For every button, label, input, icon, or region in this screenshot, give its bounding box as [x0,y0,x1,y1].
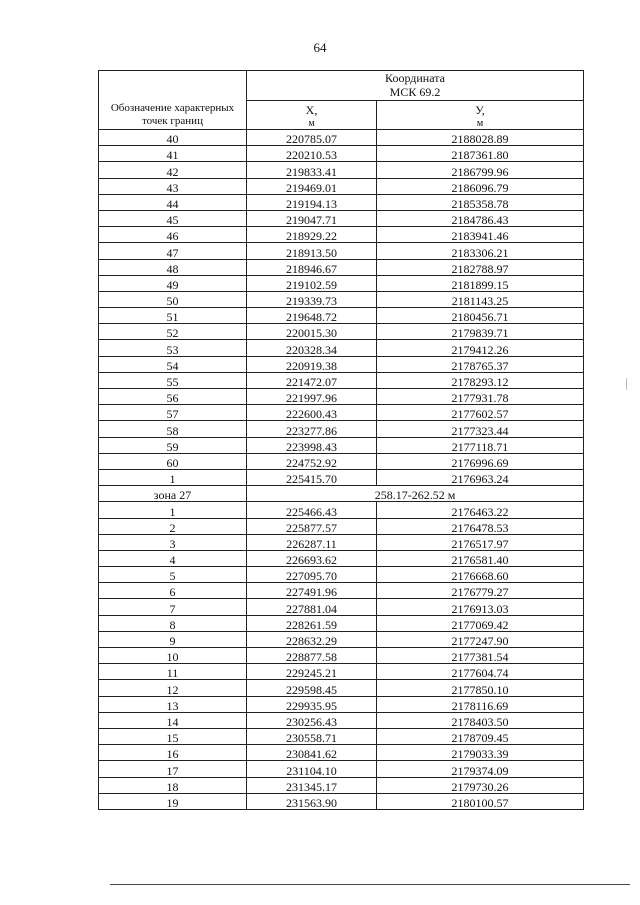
table-row [99,664,584,680]
table-row [99,372,584,388]
coordinate-label: Координата [385,70,445,85]
y-coordinate-cell: 2186799.96 [377,162,584,178]
point-number-cell: 58 [99,421,247,437]
x-coordinate-cell: 225877.57 [247,518,377,534]
x-coordinate-cell: 227491.96 [247,583,377,599]
point-number-cell: 13 [99,696,247,712]
table-row [99,130,584,146]
point-number-cell: 16 [99,745,247,761]
y-coordinate-cell: 2176478.53 [377,518,584,534]
x-coordinate-cell: 219469.01 [247,178,377,194]
x-coordinate-cell: 226693.62 [247,550,377,566]
table-body-part-1 [99,130,584,486]
x-coordinate-cell: 223277.86 [247,421,377,437]
x-coordinate-cell: 228261.59 [247,615,377,631]
zone-row [99,486,584,502]
y-coordinate-cell: 2179730.26 [377,777,584,793]
bottom-rule [110,884,630,885]
y-coordinate-cell: 2176779.27 [377,583,584,599]
point-number-cell: 40 [99,130,247,146]
point-number-cell: 14 [99,712,247,728]
point-number-cell: 56 [99,389,247,405]
table-row [99,680,584,696]
y-coordinate-cell: 2182788.97 [377,259,584,275]
table-row [99,291,584,307]
point-number-cell: 54 [99,356,247,372]
zone-label: зона 27 [99,486,247,502]
x-coordinate-cell: 222600.43 [247,405,377,421]
y-coordinate-cell: 2184786.43 [377,210,584,226]
y-coordinate-cell: 2178709.45 [377,728,584,744]
point-designation-header: Обозначение характерных точек границ [99,71,247,130]
point-number-cell: 9 [99,631,247,647]
zone-section [99,486,584,502]
table-row [99,389,584,405]
table-row [99,712,584,728]
x-coordinate-cell: 226287.11 [247,534,377,550]
y-coordinate-cell: 2178293.12 [377,372,584,388]
x-coordinate-cell: 225415.70 [247,469,377,485]
point-number-cell: 52 [99,324,247,340]
table-row [99,469,584,485]
point-number-cell: 57 [99,405,247,421]
y-coordinate-cell: 2177118.71 [377,437,584,453]
y-coordinate-cell: 2181899.15 [377,275,584,291]
x-coordinate-cell: 231345.17 [247,777,377,793]
point-number-cell: 51 [99,308,247,324]
point-number-cell: 6 [99,583,247,599]
point-number-cell: 18 [99,777,247,793]
table-row [99,421,584,437]
x-coordinate-cell: 228877.58 [247,648,377,664]
table-row [99,308,584,324]
table-row [99,793,584,809]
x-coordinate-cell: 230841.62 [247,745,377,761]
y-coordinate-cell: 2186096.79 [377,178,584,194]
point-number-cell: 1 [99,469,247,485]
point-number-cell: 10 [99,648,247,664]
y-coordinate-cell: 2179412.26 [377,340,584,356]
x-coordinate-cell: 223998.43 [247,437,377,453]
x-coordinate-cell: 230558.71 [247,728,377,744]
point-number-cell: 11 [99,664,247,680]
point-number-cell: 2 [99,518,247,534]
y-coordinate-cell: 2180456.71 [377,308,584,324]
coordinates-table [98,70,584,810]
x-coordinate-cell: 219339.73 [247,291,377,307]
point-number-cell: 55 [99,372,247,388]
y-coordinate-cell: 2178116.69 [377,696,584,712]
table-row [99,534,584,550]
y-label: У, [475,102,485,117]
y-coordinate-cell: 2179374.09 [377,761,584,777]
x-coordinate-cell: 218946.67 [247,259,377,275]
y-coordinate-cell: 2187361.80 [377,146,584,162]
table-row [99,648,584,664]
y-coordinate-cell: 2177381.54 [377,648,584,664]
table-row [99,761,584,777]
y-coordinate-cell: 2177323.44 [377,421,584,437]
x-coordinate-cell: 220785.07 [247,130,377,146]
point-number-cell: 17 [99,761,247,777]
x-coordinate-cell: 231563.90 [247,793,377,809]
y-coordinate-cell: 2177850.10 [377,680,584,696]
x-coordinate-cell: 219102.59 [247,275,377,291]
table-row [99,324,584,340]
point-number-cell: 5 [99,567,247,583]
y-coordinate-cell: 2177604.74 [377,664,584,680]
point-number-cell: 53 [99,340,247,356]
table-row [99,210,584,226]
x-coordinate-cell: 230256.43 [247,712,377,728]
table-row [99,502,584,518]
x-coordinate-cell: 221997.96 [247,389,377,405]
x-coordinate-cell: 219194.13 [247,194,377,210]
x-coordinate-cell: 219047.71 [247,210,377,226]
y-coordinate-cell: 2176963.24 [377,469,584,485]
table-row [99,275,584,291]
x-coordinate-cell: 218913.50 [247,243,377,259]
table-row [99,599,584,615]
coordinate-header [247,71,584,101]
y-coordinate-cell: 2188028.89 [377,130,584,146]
table-row [99,243,584,259]
table-row [99,162,584,178]
y-coordinate-cell: 2183941.46 [377,227,584,243]
table-row [99,405,584,421]
point-number-cell: 15 [99,728,247,744]
point-number-cell: 46 [99,227,247,243]
point-number-cell: 7 [99,599,247,615]
point-number-cell: 44 [99,194,247,210]
y-coordinate-cell: 2176668.60 [377,567,584,583]
x-coordinate-cell: 229935.95 [247,696,377,712]
table-row [99,146,584,162]
table-row [99,567,584,583]
page-number: 64 [313,40,327,55]
x-coordinate-cell: 227095.70 [247,567,377,583]
y-coordinate-cell: 2180100.57 [377,793,584,809]
y-coordinate-cell: 2177931.78 [377,389,584,405]
table-row [99,259,584,275]
point-number-cell: 1 [99,502,247,518]
table-row [99,696,584,712]
x-coordinate-cell: 218929.22 [247,227,377,243]
x-coordinate-cell: 231104.10 [247,761,377,777]
point-number-cell: 41 [99,146,247,162]
y-coordinate-cell: 2185358.78 [377,194,584,210]
table-row [99,194,584,210]
x-coordinate-cell: 220328.34 [247,340,377,356]
point-number-cell: 4 [99,550,247,566]
table-row [99,437,584,453]
x-coordinate-cell: 220210.53 [247,146,377,162]
x-coordinate-cell: 225466.43 [247,502,377,518]
point-number-cell: 50 [99,291,247,307]
point-number-cell: 43 [99,178,247,194]
y-coordinate-cell: 2177247.90 [377,631,584,647]
table-body-part-2 [99,502,584,810]
x-coordinate-cell: 228632.29 [247,631,377,647]
x-coordinate-cell: 221472.07 [247,372,377,388]
table-row [99,583,584,599]
x-coordinate-cell: 227881.04 [247,599,377,615]
table-row [99,453,584,469]
y-coordinate-cell: 2176913.03 [377,599,584,615]
table-header [99,71,584,130]
zone-height-range: 258.17-262.52 м [247,486,584,502]
x-coordinate-cell: 229245.21 [247,664,377,680]
y-coordinate-cell: 2177069.42 [377,615,584,631]
point-number-cell: 60 [99,453,247,469]
y-column-header [377,100,584,130]
point-number-cell: 8 [99,615,247,631]
point-number-cell: 12 [99,680,247,696]
x-label: Х, [305,102,318,117]
table-row [99,728,584,744]
point-number-cell: 48 [99,259,247,275]
table-row [99,745,584,761]
table-row [99,615,584,631]
y-coordinate-cell: 2176996.69 [377,453,584,469]
table-row [99,631,584,647]
y-coordinate-cell: 2176517.97 [377,534,584,550]
y-coordinate-cell: 2183306.21 [377,243,584,259]
coordinate-system-label: МСК 69.2 [389,84,441,99]
y-coordinate-cell: 2179839.71 [377,324,584,340]
x-coordinate-cell: 224752.92 [247,453,377,469]
table-row [99,227,584,243]
scan-artifact-mark [626,378,627,390]
x-coordinate-cell: 219648.72 [247,308,377,324]
y-coordinate-cell: 2179033.39 [377,745,584,761]
table-row [99,340,584,356]
x-unit: м [308,117,315,129]
point-number-cell: 3 [99,534,247,550]
point-number-cell: 49 [99,275,247,291]
point-number-cell: 59 [99,437,247,453]
y-coordinate-cell: 2176581.40 [377,550,584,566]
table-row [99,356,584,372]
point-number-cell: 45 [99,210,247,226]
x-coordinate-cell: 220919.38 [247,356,377,372]
y-coordinate-cell: 2178403.50 [377,712,584,728]
x-column-header [247,100,377,130]
table-row [99,518,584,534]
point-number-cell: 47 [99,243,247,259]
x-coordinate-cell: 219833.41 [247,162,377,178]
table-row [99,178,584,194]
table-row [99,777,584,793]
y-coordinate-cell: 2177602.57 [377,405,584,421]
y-unit: м [476,117,484,129]
y-coordinate-cell: 2178765.37 [377,356,584,372]
table-row [99,550,584,566]
x-coordinate-cell: 220015.30 [247,324,377,340]
y-coordinate-cell: 2181143.25 [377,291,584,307]
x-coordinate-cell: 229598.45 [247,680,377,696]
point-number-cell: 42 [99,162,247,178]
y-coordinate-cell: 2176463.22 [377,502,584,518]
point-number-cell: 19 [99,793,247,809]
